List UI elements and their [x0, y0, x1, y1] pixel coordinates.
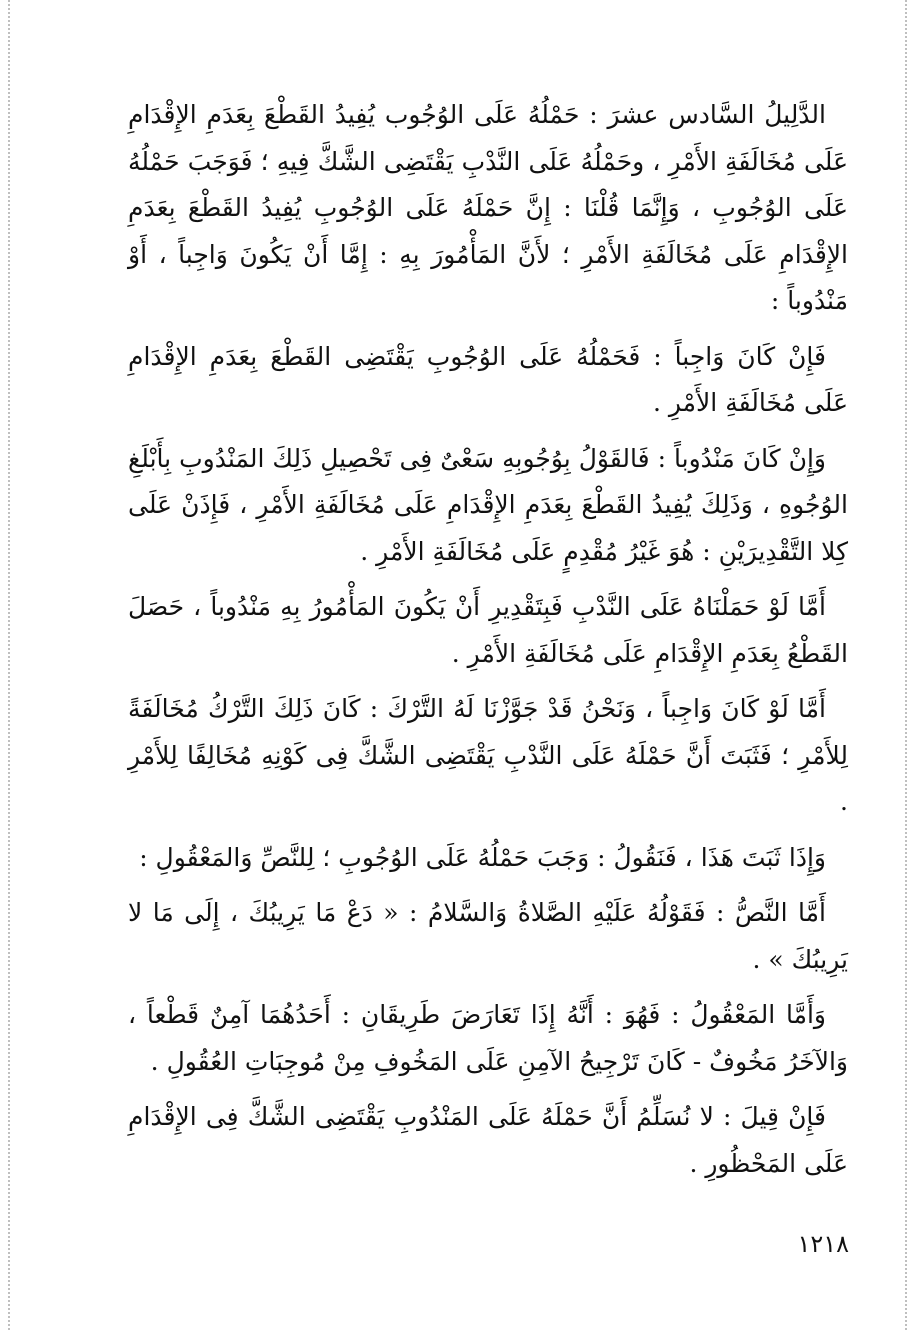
paragraph-1: الدَّلِيلُ السَّادس عشرَ : حَمْلُهُ عَلَى الوُجُوب يُفِيدُ القَطْعَ بِعَدَمِ الإِقْدَامِ عَلَى مُخَالَفَةِ الأَمْرِ ، وحَمْلُهُ عَلَى النَّدْبِ يَقْتَضِى الشَّكَّ فِيهِ ؛ فَوَجَبَ حَمْلُهُ عَلَى الوُجُوبِ ، وَإِنَّمَا قُلْنَا : إِنَّ حَمْلَهُ عَلَى الوُجُوبِ يُفِيدُ القَطْعَ بِعَدَمِ الإِقْدَامِ عَلَى مُخَالَفَةِ الأَمْرِ ؛ لأَنَّ المَأْمُورَ بِهِ : إِمَّا أَنْ يَكُونَ وَاجِباً ، أَوْ مَنْدُوباً :: [128, 100, 848, 315]
main-text: [128, 92, 848, 1196]
page-number: ١٢١٨: [797, 1230, 849, 1258]
paragraph-9: فَإِنْ قِيلَ : لا نُسَلِّمُ أَنَّ حَمْلَهُ عَلَى المَنْدُوبِ يَقْتَضِى الشَّكَّ فِى الإِقْدَامِ عَلَى المَحْظُورِ .: [128, 1102, 848, 1178]
paragraph-8: وَأَمَّا المَعْقُولُ : فَهُوَ : أَنَّهُ إِذَا تَعَارَضَ طَرِيقَانِ : أَحَدُهُمَا آمِنٌ قَطْعاً ، وَالآخَرُ مَخُوفٌ - كَانَ تَرْجِيحُ الآمِنِ عَلَى المَخُوفِ مِنْ مُوجِبَاتِ العُقُولِ .: [128, 1000, 848, 1076]
paragraph-6: وَإِذَا ثَبَتَ هَذَا ، فَنَقُولُ : وَجَبَ حَمْلُهُ عَلَى الوُجُوبِ ؛ لِلنَّصِّ وَالمَعْقُولِ :: [139, 842, 826, 872]
paragraph-7: أَمَّا النَّصُّ : فَقَوْلُهُ عَلَيْهِ الصَّلاةُ وَالسَّلامُ : « دَعْ مَا يَرِيبُكَ ، إِلَى مَا لا يَرِيبُكَ » .: [128, 898, 848, 974]
scan-border-left: [8, 0, 10, 1330]
paragraph-5: أَمَّا لَوْ كَانَ وَاجِباً ، وَنَحْنُ قَدْ جَوَّزْنَا لَهُ التَّرْكَ : كَانَ ذَلِكَ التَّرْكُ مُخَالَفَةً لِلأَمْرِ ؛ فَثَبَتَ أَنَّ حَمْلَهُ عَلَى النَّدْبِ يَقْتَضِى الشَّكَّ فِى كَوْنِهِ مُخَالِفًا لِلأَمْرِ .: [128, 694, 848, 816]
paragraph-4: أَمَّا لَوْ حَمَلْنَاهُ عَلَى النَّدْبِ فَبِتَقْدِيرِ أَنْ يَكُونَ المَأْمُورُ بِهِ مَنْدُوباً ، حَصَلَ القَطْعُ بِعَدَمِ الإِقْدَامِ عَلَى مُخَالَفَةِ الأَمْرِ .: [128, 592, 848, 668]
scan-border-right: [905, 0, 907, 1330]
paragraph-2: فَإِنْ كَانَ وَاجِباً : فَحَمْلُهُ عَلَى الوُجُوبِ يَقْتَضِى القَطْعَ بِعَدَمِ الإِقْدَامِ عَلَى مُخَالَفَةِ الأَمْرِ .: [128, 341, 848, 417]
paragraph-3: وَإِنْ كَانَ مَنْدُوباً : فَالقَوْلُ بِوُجُوبِهِ سَعْىٌ فِى تَحْصِيلِ ذَلِكَ المَنْدُوبِ بِأَبْلَغِ الوُجُوهِ ، وَذَلِكَ يُفِيدُ القَطْعَ بِعَدَمِ الإِقْدَامِ عَلَى مُخَالَفَةِ الأَمْرِ ، فَإِذَنْ عَلَى كِلا التَّقْدِيرَيْنِ : هُوَ غَيْرُ مُقْدِمٍ عَلَى مُخَالَفَةِ الأَمْرِ .: [128, 443, 848, 566]
